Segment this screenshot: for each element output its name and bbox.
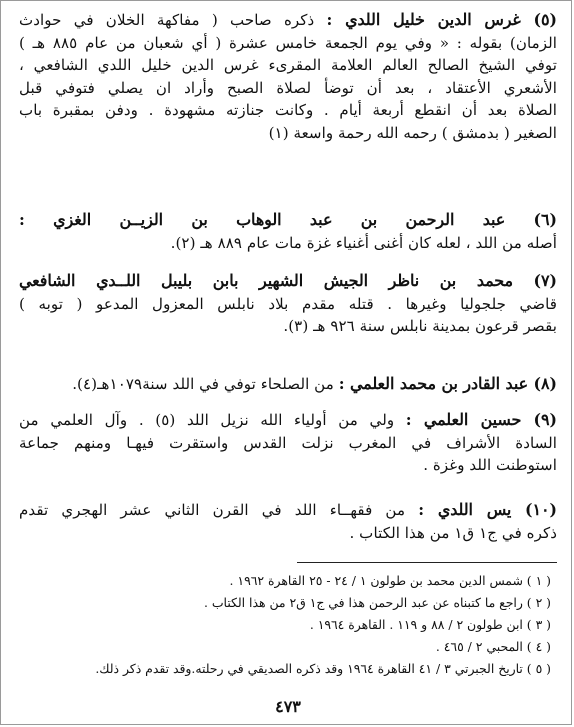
entry-line	[19, 409, 557, 432]
biography-entry	[19, 270, 557, 338]
entry-text: من فقهــاء اللد في القرن الثاني عشر الهجري تقدم	[19, 501, 419, 519]
footnote: ( ٥ ) تاريخ الجبرتي ٣ / ٤١ القاهرة ١٩٦٤ وقد ذكره الصديقي في رحلته.وقد تقدم ذكر ذلك.	[95, 661, 551, 676]
entry-line	[19, 54, 557, 77]
entry-text: الصغير ( بدمشق ) رحمه الله رحمة واسعة (١)	[268, 123, 557, 142]
footnote: ( ٣ ) ابن طولون ٢ / ٨٨ و ١١٩ . القاهرة ١٩٦٤ .	[309, 617, 551, 632]
entry-line	[19, 522, 557, 545]
entry-text: ولي من أولياء الله نزيل اللد (٥) . وآل العلمي من	[19, 411, 406, 429]
entry-text: الأشعري الأعتقاد ، بعد أن توضأ لصلاة الصبح وأراد ان يصلي فتوفي قبل	[19, 78, 557, 97]
biography-entry	[19, 409, 557, 477]
entry-line	[19, 315, 557, 338]
entry-text: توفي الشيخ الصالح العالم العلامة المقرىء غرس الدين خليل اللدي الشافعي ،	[19, 56, 557, 74]
entry-text: السادة الأشراف في المغرب نزلت القدس واستقرت فيهـا ومنهم جماعة	[19, 433, 557, 452]
book-page	[19, 7, 557, 719]
entry-text: ذكره صاحب ( مفاكهة الخلان في حوادث	[19, 11, 327, 29]
biography-entry	[19, 9, 557, 144]
entry-text: استوطنت اللد وغزة .	[423, 456, 557, 474]
entry-line	[19, 9, 557, 32]
entry-text: أصله من اللد ، لعله كان أغنى أغنياء غزة مات عام ٨٨٩ هـ (٢).	[170, 233, 557, 252]
footnote: ( ١ ) شمس الدين محمد بن طولون ١ / ٢٤ - ٢٥ القاهرة ١٩٦٢ .	[229, 573, 551, 588]
entry-line	[19, 77, 557, 100]
entry-text: من الصلحاء توفي في اللد سنة١٠٧٩هـ(٤).	[72, 375, 339, 393]
entry-line	[19, 122, 557, 145]
entry-line	[19, 499, 557, 522]
entry-line	[19, 293, 557, 316]
entry-text: بقصر قرعون بمدينة نابلس سنة ٩٢٦ هـ (٣).	[283, 317, 557, 335]
entry-line	[19, 32, 557, 55]
entry-heading: (٨) عبد القادر بن محمد العلمي :	[338, 374, 557, 393]
footnote: ( ٢ ) راجع ما كتبناه عن عبد الرحمن هذا في ج١ ق٢ من هذا الكتاب .	[204, 595, 551, 610]
entry-line	[19, 270, 557, 293]
entry-line	[19, 432, 557, 455]
entry-line	[19, 99, 557, 122]
footnote-separator	[297, 562, 557, 563]
entry-line	[19, 454, 557, 477]
entry-line	[19, 373, 557, 396]
entry-heading: (٧) محمد بن ناظر الجيش الشهير بابن بليبل اللــدي الشافعي	[19, 271, 557, 290]
page-number: ٤٧٣	[275, 697, 301, 716]
footnote: ( ٤ ) المحبي ٢ / ٤٦٥ .	[435, 639, 551, 654]
entry-text: الصلاة بعد أن انقطع أربعة أيام . وكانت جنازته مشهودة . ودفن بمقبرة باب	[19, 101, 557, 119]
entry-text: الزمان) بقوله : « وفي يوم الجمعة خامس عشرة ( أي شعبان من عام ٨٨٥ هـ )	[19, 33, 557, 52]
entry-heading: (٥) غرس الدين خليل اللدي :	[326, 10, 557, 29]
entry-heading: (١٠) يس اللدي :	[418, 500, 557, 519]
biography-entry	[19, 373, 557, 396]
footnotes	[19, 570, 557, 680]
entry-heading: (٦) عبد الرحمن بن عبد الوهاب بن الزيــن الغزي :	[19, 210, 557, 229]
biography-entry	[19, 499, 557, 544]
biography-entry	[19, 209, 557, 254]
entry-line	[19, 209, 557, 232]
entry-text: ذكره في ج١ ق١ من هذا الكتاب .	[349, 523, 557, 542]
entry-heading: (٩) حسين العلمي :	[405, 410, 557, 429]
entry-text: قاضي جلجوليا وغيرها . قتله مقدم بلاد نابلس المعزول المدعو ( توبه )	[19, 294, 557, 313]
entry-line	[19, 232, 557, 255]
